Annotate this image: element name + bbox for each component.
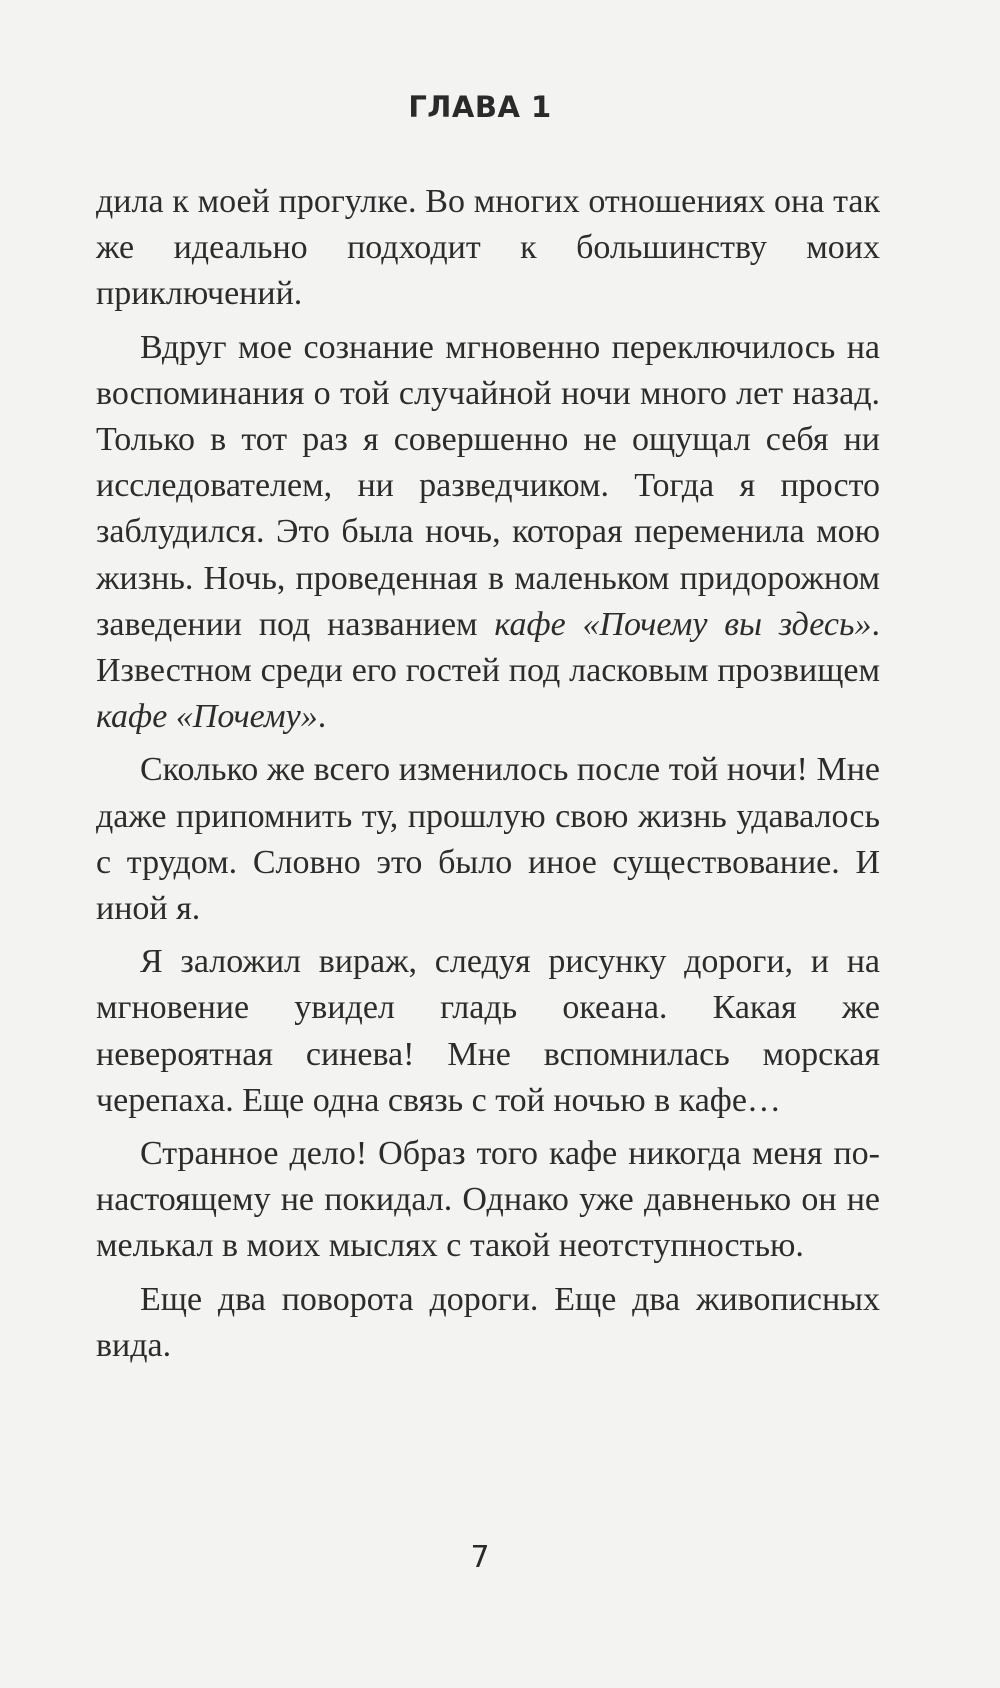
page-number: 7 bbox=[470, 1540, 490, 1575]
paragraph-4: Я заложил вираж, следуя рисунку дороги, и на мгновение увидел гладь океана. Какая же невероятная синева! Мне вспомнилась морская черепаха. Еще одна связь с той ночью в кафе… bbox=[96, 943, 880, 1119]
paragraph-6: Еще два поворота дороги. Еще два живописных вида. bbox=[96, 1280, 880, 1364]
paragraph-2: Вдруг мое сознание мгновенно переключилось на воспоминания о той случайной ночи много лет назад. Только в тот раз я совершенно не ощущал себя ни исследователем, ни разведчиком. Тогда я просто заблудился. Это была ночь, которая переменила мою жизнь. Ночь, проведенная в маленьком придорожном заведении под названием кафе «Почему вы здесь». Известном среди его гостей под ласковым прозвищем кафе «Почему». bbox=[96, 328, 880, 736]
paragraph-5: Странное дело! Образ того кафе никогда меня по-настоящему не покидал. Однако уже давненько он не мелькал в моих мыслях с такой неотступностью. bbox=[96, 1135, 880, 1265]
running-header: ГЛАВА 1 bbox=[408, 90, 552, 124]
cafe-nickname-italic: кафе «Почему» bbox=[96, 698, 318, 736]
paragraph-1: дила к моей прогулке. Во многих отношениях она так же идеально подходит к большинству моих приключений. bbox=[96, 183, 880, 313]
paragraph-3: Сколько же всего изменилось после той ночи! Мне даже припомнить ту, прошлую свою жизнь удавалось с трудом. Словно это было иное существование. И иной я. bbox=[96, 751, 880, 928]
cafe-name-italic: кафе «Почему вы здесь» bbox=[494, 605, 872, 643]
body-text bbox=[96, 179, 880, 1376]
